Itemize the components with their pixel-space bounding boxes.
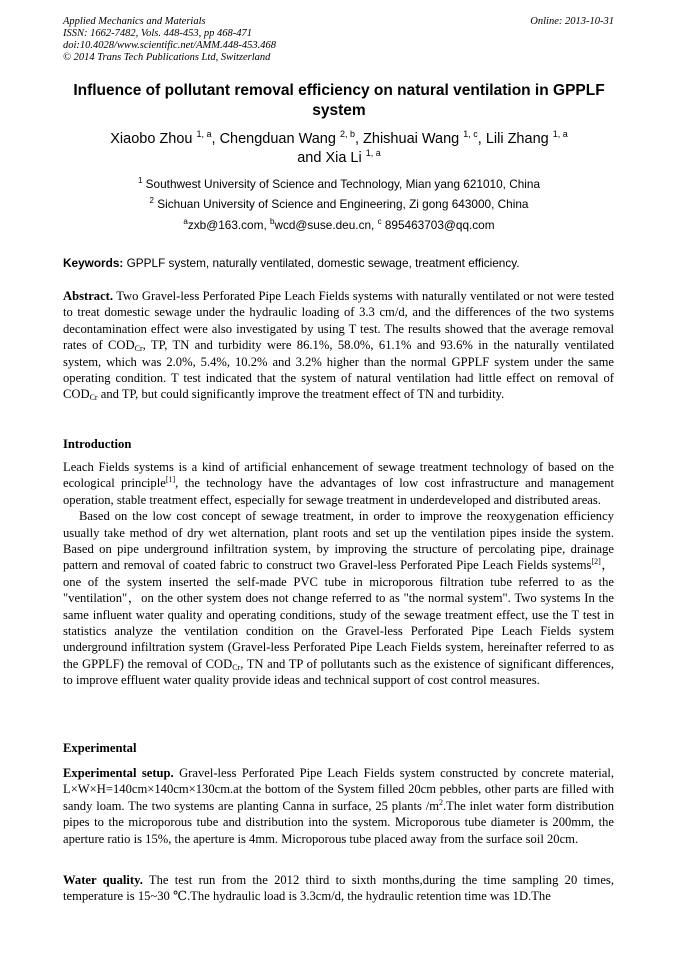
intro-text: , TN and TP of pollutants such as the existence of significant differences, to improve effluent water quality provide ideas and technical support of cost control measures. (63, 656, 614, 688)
abstract-text: and TP, but could significantly improve the treatment effect of TN and turbidity. (97, 387, 505, 402)
intro-paragraph-1 (63, 459, 614, 508)
intro-text: Leach Fields systems is a kind of artificial enhancement of sewage treatment technology of based on the ecological principle (63, 460, 614, 491)
title-line-1: Influence of pollutant removal efficiency on natural ventilation in GPPLF (73, 82, 605, 99)
subscript: Cr (89, 393, 98, 403)
online-date: Online: 2013-10-31 (530, 16, 614, 27)
water-text: The test run from the 2012 third to sixth months,during the time sampling 20 times, temperature is 15~30 ℃.The hydraulic load is 3.3cm/d, the hydraulic retention time was 1D.The (63, 873, 614, 904)
intro-text: ，one of the system inserted the self-made PVC tube in microporous filtration tube referred to as the "ventilation"，on the other system does not change referred to as "the normal system". Two systems In the same influent water quality and operating conditions, study of the sewage treatment effect, use the T test in statistics analyze the ventilation condition on the Gravel-less Perforated Pipe Leach Fields system underground infiltration system (Gravel-less Perforated Pipe Leach Fields system, hereinafter referred to as the GPPLF) the removal of COD (63, 558, 615, 671)
author-list (63, 130, 615, 168)
citation: [2] (591, 557, 601, 567)
affil-text: Southwest University of Science and Technology, Mian yang 621010, China (142, 177, 541, 191)
abstract (63, 288, 614, 403)
superscript: 2 (439, 797, 443, 807)
journal-copyright: © 2014 Trans Tech Publications Ltd, Switzerland (63, 52, 271, 63)
subscript: Cr (232, 662, 241, 672)
abstract-text: Two Gravel-less Perforated Pipe Leach Fields systems with naturally ventilated or not were tested to treat domestic sewage under the hydraulic loading of 3.3 cm/d, and the differences of the two systems decontamination effect were also investigated by using T test. The results showed that the average removal rates of COD (63, 289, 614, 353)
author-name: , Zhishuai Wang (354, 131, 464, 147)
email-a: zxb@163.com, (187, 218, 270, 232)
keywords-label: Keywords: (63, 256, 124, 270)
section-heading-experimental: Experimental (63, 741, 137, 755)
email-b: wcd@suse.deu.cn, (274, 218, 378, 232)
affil-mark: 1 (137, 176, 143, 186)
abstract-label: Abstract. (63, 289, 114, 303)
paper-title (63, 81, 615, 121)
setup-label: Experimental setup. (63, 766, 174, 780)
author-line-1 (63, 130, 615, 149)
water-label: Water quality. (63, 873, 143, 887)
journal-doi: doi:10.4028/www.scientific.net/AMM.448-453.468 (63, 40, 276, 51)
email-c: 895463703@qq.com (381, 218, 495, 232)
author-affil-mark: 2, b (339, 129, 355, 140)
setup-text: Gravel-less Perforated Pipe Leach Fields system constructed by concrete material, L×W×H=140cm×140cm×130cm.at the bottom of the System filled 20cm pebbles, other parts are filled with sandy loam. The two systems are planting Canna in surface, 25 plants /m (63, 766, 614, 813)
section-heading-introduction: Introduction (63, 437, 132, 451)
title-line-2: system (312, 102, 366, 119)
author-name: Xiaobo Zhou (110, 131, 197, 147)
author-affil-mark: 1, a (196, 129, 212, 140)
author-affil-mark: 1, a (365, 148, 381, 159)
journal-name: Applied Mechanics and Materials (63, 16, 206, 27)
author-name: , Chengduan Wang (211, 131, 340, 147)
citation: [1] (165, 475, 176, 485)
author-line-2 (63, 149, 615, 168)
author-affil-mark: 1, c (463, 129, 478, 140)
email-mark: b (270, 217, 275, 227)
affil-text: Sichuan University of Science and Engineering, Zi gong 643000, China (153, 197, 529, 211)
setup-paragraph (63, 765, 614, 847)
intro-paragraph-2 (63, 508, 614, 688)
affiliation-1 (63, 177, 615, 191)
journal-header (63, 16, 276, 64)
subscript: Cr (134, 344, 143, 354)
author-name: , Lili Zhang (477, 131, 553, 147)
author-emails (63, 218, 615, 232)
experimental-setup (63, 765, 614, 847)
introduction-body (63, 459, 614, 689)
intro-text: , the technology have the advantages of low cost infrastructure and management operation, stable treatment effect, especially for sewage treatment in underdeveloped and distributed areas. (63, 476, 614, 507)
journal-issn: ISSN: 1662-7482, Vols. 448-453, pp 468-471 (63, 28, 252, 39)
abstract-text: , TP, TN and turbidity were 86.1%, 58.0%, 61.1% and 93.6% in the naturally ventilated system, which was 2.0%, 5.4%, 10.2% and 3.2% higher than the normal GPPLF system under the same operating condition. T test indicated that the system of natural ventilation had little effect on removal of COD (63, 338, 615, 402)
keywords-text: GPPLF system, naturally ventilated, domestic sewage, treatment efficiency. (123, 256, 520, 270)
affil-mark: 2 (149, 196, 154, 206)
email-mark: c (377, 217, 382, 227)
email-mark: a (183, 217, 188, 227)
author-affil-mark: 1, a (552, 129, 568, 140)
setup-text: .The inlet water form distribution pipes to the microporous tube and distribution into the system. Microporous tube diameter is 200mm, the aperture ratio is 15%, the aperture is 4mm. Microporous tube placed away from the surface soil 20cm. (63, 798, 614, 846)
water-paragraph (63, 872, 614, 905)
intro-text: Based on the low cost concept of sewage treatment, in order to improve the reoxygenation efficiency usually take method of dry wet alternation, plant roots and set up the ventilation pipes inside the system. Based on pipe underground infiltration system, by improving the structure of percolating pipe, drainage pattern and removal of coated fabric to construct two Gravel-less Perforated Pipe Leach Fields systems (63, 509, 614, 573)
abstract-paragraph (63, 288, 614, 403)
water-quality (63, 872, 614, 905)
affiliation-2 (63, 197, 615, 211)
author-name: and Xia Li (297, 150, 366, 166)
keywords (63, 256, 615, 270)
